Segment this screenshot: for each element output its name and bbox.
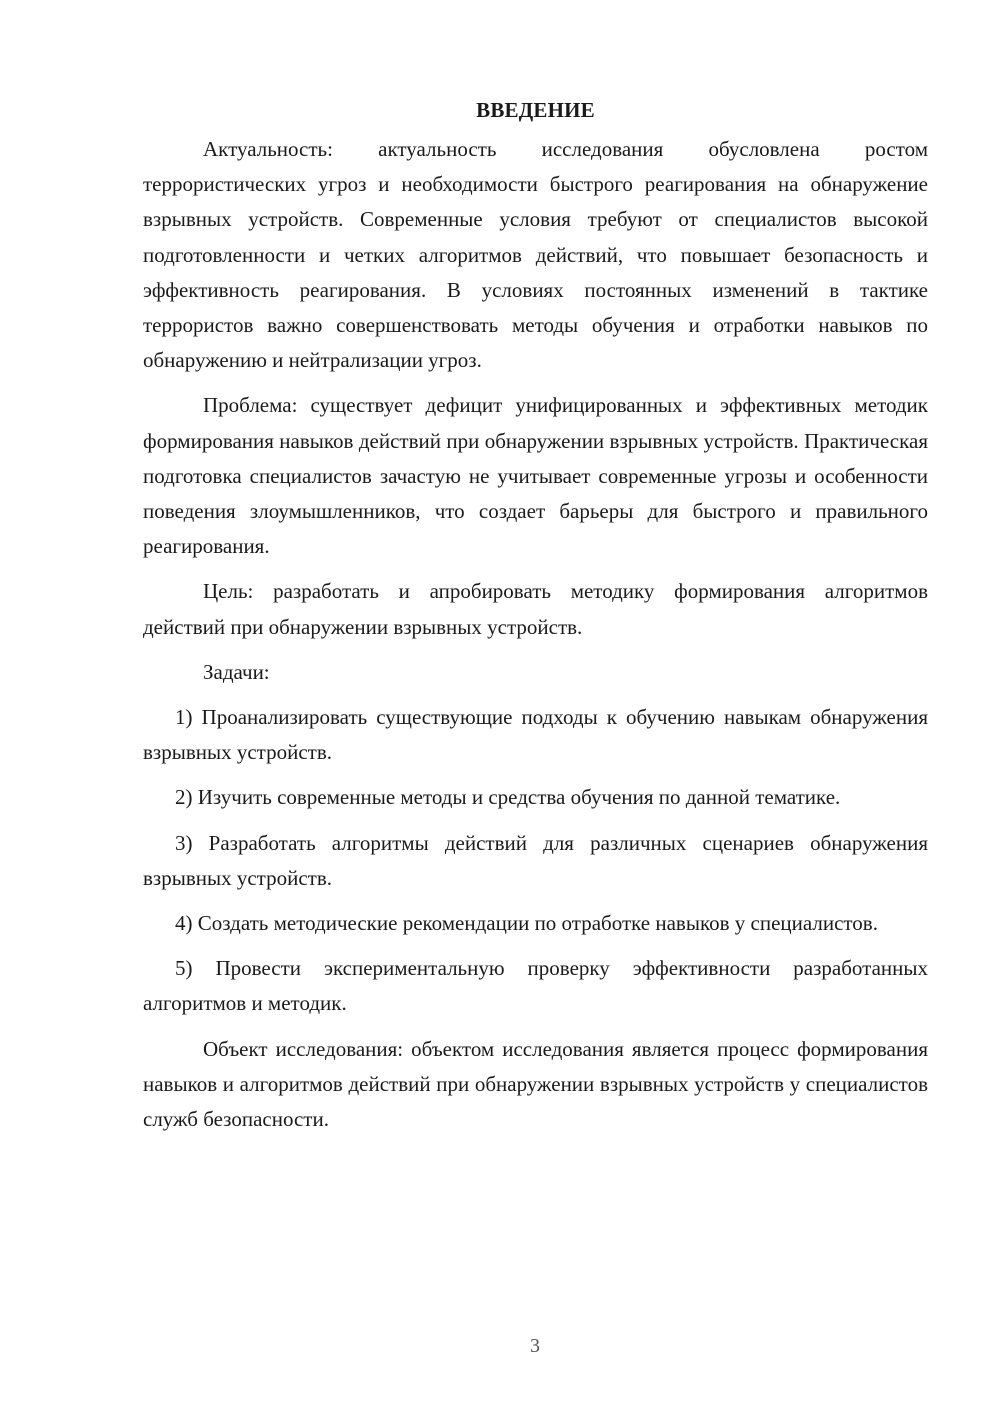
task-item: 5) Провести экспериментальную проверку эффективности разработанных алгоритмов и методик. bbox=[143, 956, 928, 1016]
tasks-heading: Задачи: bbox=[203, 659, 270, 684]
goal-paragraph: Цель: разработать и апробировать методику формирования алгоритмов действий при обнаружении взрывных устройств. bbox=[143, 579, 928, 639]
task-item: 1) Проанализировать существующие подходы к обучению навыкам обнаружения взрывных устройств. bbox=[143, 705, 928, 765]
task-item: 3) Разработать алгоритмы действий для различных сценариев обнаружения взрывных устройств. bbox=[143, 830, 928, 890]
object-paragraph: Объект исследования: объектом исследования является процесс формирования навыков и алгоритмов действий при обнаружении взрывных устройств у специалистов служб безопасности. bbox=[143, 1036, 928, 1132]
task-item: 2) Изучить современные методы и средства обучения по данной тематике. bbox=[175, 785, 841, 810]
actuality-paragraph: Актуальность: актуальность исследования обусловлена ростом террористических угроз и необходимости быстрого реагирования на обнаружение взрывных устройств. Современные условия требуют от специалистов высокой подготовленности и четких алгоритмов действий, что повышает безопасность и эффективность реагирования. В условиях постоянных изменений в тактике террористов важно совершенствовать методы обучения и отработки навыков по обнаружению и нейтрализации угроз. bbox=[143, 137, 928, 373]
document-page bbox=[143, 92, 928, 1137]
page-number: 3 bbox=[530, 1335, 540, 1357]
tasks-list bbox=[143, 700, 928, 1022]
task-item: 4) Создать методические рекомендации по отработке навыков у специалистов. bbox=[175, 911, 878, 936]
section-title: ВВЕДЕНИЕ bbox=[476, 98, 595, 122]
problem-paragraph: Проблема: существует дефицит унифицированных и эффективных методик формирования навыков действий при обнаружении взрывных устройств. Практическая подготовка специалистов зачастую не учитывает современные угрозы и особенности поведения злоумышленников, что создает барьеры для быстрого и правильного реагирования. bbox=[143, 393, 928, 559]
